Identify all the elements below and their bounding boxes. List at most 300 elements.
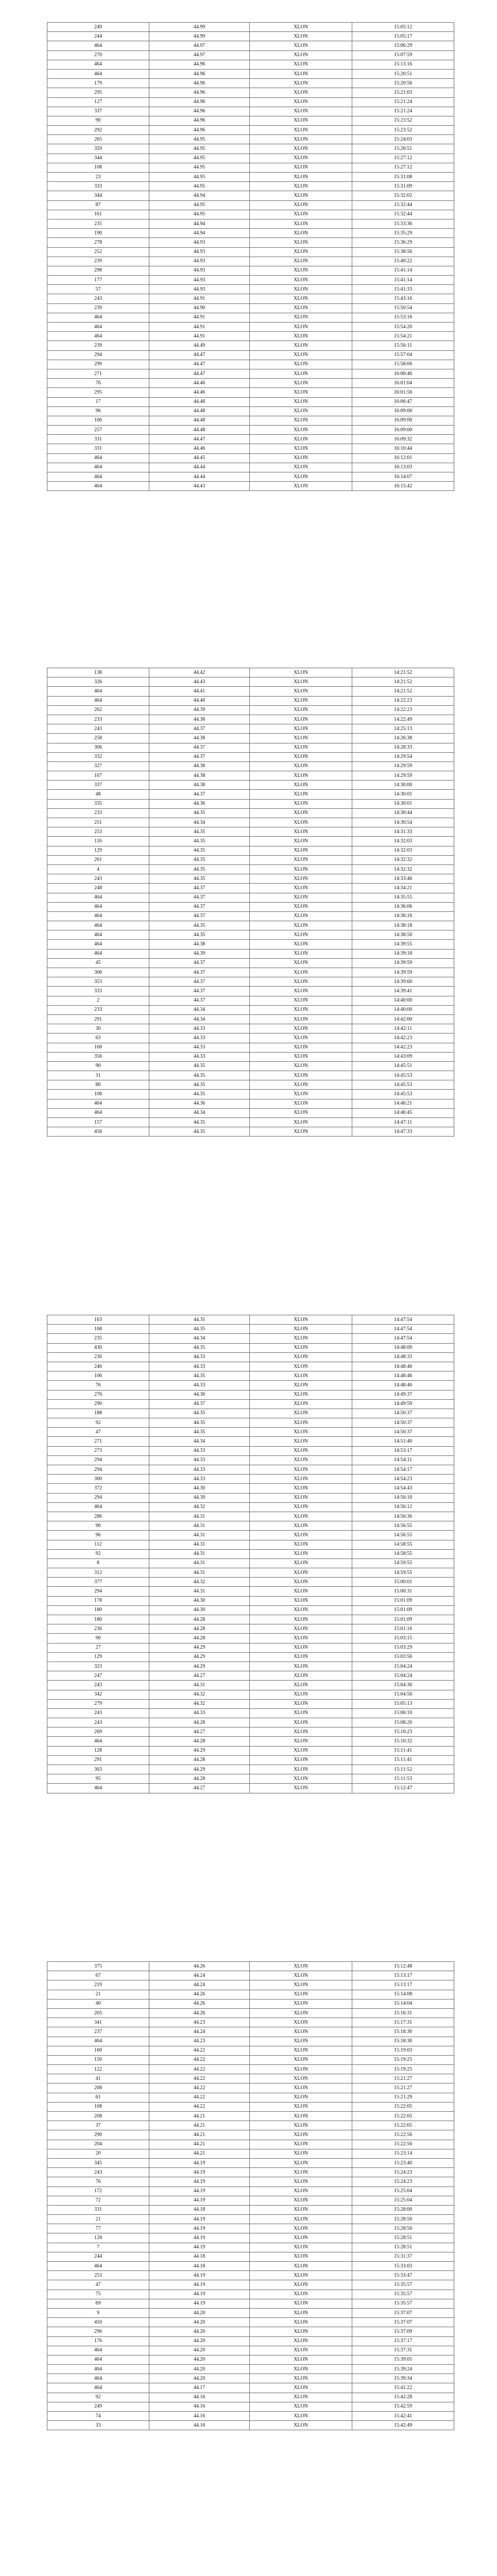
venue-cell: XLON — [250, 266, 352, 275]
table-row — [47, 977, 454, 987]
venue-cell: XLON — [250, 1024, 352, 1033]
table-row — [47, 1371, 454, 1381]
table-row — [47, 303, 454, 313]
time-cell: 14:45:53 — [352, 1080, 454, 1090]
price-cell: 44.37 — [149, 752, 250, 761]
table-row — [47, 1662, 454, 1671]
table-row — [47, 2393, 454, 2402]
venue-cell: XLON — [250, 107, 352, 116]
table-row — [47, 940, 454, 949]
table-row — [47, 2140, 454, 2149]
time-cell: 14:49:37 — [352, 1390, 454, 1399]
time-cell: 15:28:51 — [352, 2233, 454, 2243]
price-cell: 44.46 — [149, 379, 250, 388]
table-row — [47, 444, 454, 453]
table-row — [47, 1512, 454, 1521]
time-cell: 15:06:10 — [352, 1708, 454, 1718]
price-cell: 44.22 — [149, 2074, 250, 2083]
table-row — [47, 79, 454, 88]
venue-cell: XLON — [250, 1549, 352, 1558]
venue-cell: XLON — [250, 1108, 352, 1117]
price-cell: 44.20 — [149, 2365, 250, 2374]
table-row — [47, 435, 454, 444]
price-cell: 44.35 — [149, 846, 250, 855]
volume-cell: 72 — [47, 2196, 149, 2205]
table-row — [47, 1127, 454, 1137]
venue-cell: XLON — [250, 435, 352, 444]
time-cell: 16:09:32 — [352, 435, 454, 444]
price-cell: 44.38 — [149, 734, 250, 743]
time-cell: 16:15:42 — [352, 482, 454, 491]
venue-cell: XLON — [250, 1437, 352, 1446]
price-cell: 44.35 — [149, 1127, 250, 1137]
time-cell: 15:08:20 — [352, 1718, 454, 1727]
time-cell: 14:56:36 — [352, 1512, 454, 1521]
volume-cell: 279 — [47, 1699, 149, 1708]
venue-cell: XLON — [250, 257, 352, 266]
venue-cell: XLON — [250, 1596, 352, 1605]
volume-cell: 157 — [47, 1118, 149, 1127]
volume-cell: 291 — [47, 1755, 149, 1765]
venue-cell: XLON — [250, 1090, 352, 1099]
price-cell: 44.49 — [149, 341, 250, 350]
venue-cell: XLON — [250, 1127, 352, 1137]
time-cell: 15:13:17 — [352, 1971, 454, 1980]
trade-table — [47, 1315, 454, 1793]
venue-cell: XLON — [250, 360, 352, 369]
volume-cell: 69 — [47, 2299, 149, 2308]
time-cell: 14:26:38 — [352, 734, 454, 743]
volume-cell: 190 — [47, 229, 149, 238]
price-cell: 44.35 — [149, 1090, 250, 1099]
price-cell: 44.35 — [149, 930, 250, 940]
table-row — [47, 921, 454, 930]
venue-cell: XLON — [250, 1737, 352, 1746]
venue-cell: XLON — [250, 1315, 352, 1325]
price-cell: 44.20 — [149, 2374, 250, 2383]
table-row — [47, 2262, 454, 2271]
time-cell: 15:27:12 — [352, 154, 454, 163]
table-row — [47, 1334, 454, 1343]
price-cell: 44.97 — [149, 41, 250, 50]
volume-cell: 464 — [47, 893, 149, 902]
volume-cell: 464 — [47, 1108, 149, 1117]
volume-cell: 464 — [47, 2346, 149, 2355]
table-row — [47, 865, 454, 874]
time-cell: 15:12:47 — [352, 1784, 454, 1793]
volume-cell: 176 — [47, 2336, 149, 2346]
table-row — [47, 2355, 454, 2364]
volume-cell: 253 — [47, 827, 149, 837]
price-cell: 44.93 — [149, 247, 250, 257]
venue-cell: XLON — [250, 397, 352, 406]
venue-cell: XLON — [250, 1578, 352, 1587]
table-row — [47, 2365, 454, 2374]
time-cell: 14:36:06 — [352, 902, 454, 911]
venue-cell: XLON — [250, 808, 352, 818]
venue-cell: XLON — [250, 1765, 352, 1774]
venue-cell: XLON — [250, 958, 352, 968]
price-cell: 44.23 — [149, 2037, 250, 2046]
time-cell: 15:03:29 — [352, 1643, 454, 1652]
venue-cell: XLON — [250, 1727, 352, 1737]
table-row — [47, 257, 454, 266]
venue-cell: XLON — [250, 715, 352, 724]
time-cell: 14:42:00 — [352, 1014, 454, 1024]
venue-cell: XLON — [250, 2412, 352, 2421]
table-row — [47, 2308, 454, 2317]
table-row — [47, 2215, 454, 2224]
table-row — [47, 846, 454, 855]
venue-cell: XLON — [250, 734, 352, 743]
volume-cell: 294 — [47, 350, 149, 360]
volume-cell: 90 — [47, 116, 149, 125]
venue-cell: XLON — [250, 1671, 352, 1681]
venue-cell: XLON — [250, 1099, 352, 1108]
time-cell: 14:32:32 — [352, 855, 454, 865]
venue-cell: XLON — [250, 2355, 352, 2364]
volume-cell: 235 — [47, 1334, 149, 1343]
volume-cell: 243 — [47, 874, 149, 884]
table-row — [47, 463, 454, 472]
table-row — [47, 50, 454, 60]
venue-cell: XLON — [250, 2205, 352, 2214]
venue-cell: XLON — [250, 23, 352, 32]
price-cell: 44.37 — [149, 958, 250, 968]
time-cell: 15:22:05 — [352, 2112, 454, 2121]
volume-cell: 464 — [47, 949, 149, 958]
time-cell: 15:33:36 — [352, 219, 454, 228]
time-cell: 14:25:13 — [352, 724, 454, 734]
table-row — [47, 2271, 454, 2280]
table-row — [47, 2205, 454, 2214]
time-cell: 15:00:01 — [352, 1578, 454, 1587]
price-cell: 44.30 — [149, 1605, 250, 1615]
table-row — [47, 397, 454, 406]
table-row — [47, 1080, 454, 1090]
volume-cell: 247 — [47, 1671, 149, 1681]
price-cell: 44.91 — [149, 323, 250, 332]
time-cell: 14:47:54 — [352, 1325, 454, 1334]
table-row — [47, 247, 454, 257]
venue-cell: XLON — [250, 2008, 352, 2018]
time-cell: 14:34:21 — [352, 884, 454, 893]
time-cell: 15:06:29 — [352, 41, 454, 50]
volume-cell: 456 — [47, 1127, 149, 1137]
volume-cell: 377 — [47, 1578, 149, 1587]
time-cell: 14:21:52 — [352, 677, 454, 687]
time-cell: 14:39:55 — [352, 940, 454, 949]
price-cell: 44.99 — [149, 23, 250, 32]
table-row — [47, 2158, 454, 2167]
table-row — [47, 1587, 454, 1596]
price-cell: 44.96 — [149, 79, 250, 88]
time-cell: 14:48:46 — [352, 1362, 454, 1371]
time-cell: 14:40:00 — [352, 996, 454, 1005]
time-cell: 15:53:16 — [352, 313, 454, 322]
venue-cell: XLON — [250, 2065, 352, 2074]
volume-cell: 27 — [47, 1643, 149, 1652]
venue-cell: XLON — [250, 884, 352, 893]
price-cell: 44.33 — [149, 1465, 250, 1475]
venue-cell: XLON — [250, 1681, 352, 1690]
time-cell: 15:17:31 — [352, 2018, 454, 2027]
table-row — [47, 884, 454, 893]
time-cell: 14:59:55 — [352, 1558, 454, 1568]
volume-cell: 23 — [47, 173, 149, 182]
venue-cell: XLON — [250, 771, 352, 781]
time-cell: 15:11:52 — [352, 1765, 454, 1774]
time-cell: 14:42:23 — [352, 1043, 454, 1052]
volume-cell: 464 — [47, 463, 149, 472]
price-cell: 44.30 — [149, 1493, 250, 1502]
venue-cell: XLON — [250, 1999, 352, 2008]
table-row — [47, 1381, 454, 1390]
price-cell: 44.41 — [149, 687, 250, 696]
price-cell: 44.37 — [149, 987, 250, 996]
time-cell: 15:22:05 — [352, 2102, 454, 2111]
price-cell: 44.91 — [149, 313, 250, 322]
volume-cell: 249 — [47, 2402, 149, 2411]
volume-cell: 464 — [47, 2355, 149, 2364]
time-cell: 15:41:14 — [352, 266, 454, 275]
volume-cell: 108 — [47, 1090, 149, 1099]
volume-cell: 276 — [47, 50, 149, 60]
table-row — [47, 2421, 454, 2430]
price-cell: 44.20 — [149, 2318, 250, 2327]
volume-cell: 464 — [47, 2262, 149, 2271]
venue-cell: XLON — [250, 1043, 352, 1052]
venue-cell: XLON — [250, 1962, 352, 1971]
time-cell: 15:43:16 — [352, 294, 454, 303]
time-cell: 14:50:37 — [352, 1409, 454, 1418]
price-cell: 44.19 — [149, 2158, 250, 2167]
volume-cell: 188 — [47, 1409, 149, 1418]
venue-cell: XLON — [250, 1652, 352, 1662]
venue-cell: XLON — [250, 1662, 352, 1671]
volume-cell: 92 — [47, 1418, 149, 1428]
venue-cell: XLON — [250, 294, 352, 303]
time-cell: 14:39:59 — [352, 968, 454, 977]
volume-cell: 168 — [47, 1325, 149, 1334]
time-cell: 14:22:23 — [352, 696, 454, 705]
venue-cell: XLON — [250, 332, 352, 341]
price-cell: 44.34 — [149, 1108, 250, 1117]
volume-cell: 246 — [47, 1362, 149, 1371]
volume-cell: 331 — [47, 2205, 149, 2214]
volume-cell: 239 — [47, 341, 149, 350]
price-cell: 44.19 — [149, 2243, 250, 2252]
venue-cell: XLON — [250, 2102, 352, 2111]
time-cell: 15:33:47 — [352, 2271, 454, 2280]
price-cell: 44.35 — [149, 1325, 250, 1334]
table-row — [47, 1549, 454, 1558]
table-row — [47, 687, 454, 696]
price-cell: 44.28 — [149, 1624, 250, 1634]
volume-cell: 45 — [47, 958, 149, 968]
volume-cell: 464 — [47, 1784, 149, 1793]
venue-cell: XLON — [250, 2262, 352, 2271]
price-cell: 44.35 — [149, 837, 250, 846]
table-row — [47, 1765, 454, 1774]
price-cell: 44.90 — [149, 303, 250, 313]
venue-cell: XLON — [250, 1558, 352, 1568]
time-cell: 14:54:11 — [352, 1455, 454, 1465]
price-cell: 44.37 — [149, 911, 250, 921]
venue-cell: XLON — [250, 2112, 352, 2121]
venue-cell: XLON — [250, 2018, 352, 2027]
venue-cell: XLON — [250, 2055, 352, 2064]
table-row — [47, 1615, 454, 1624]
table-row — [47, 285, 454, 294]
table-row — [47, 911, 454, 921]
price-cell: 44.35 — [149, 855, 250, 865]
volume-cell: 129 — [47, 846, 149, 855]
time-cell: 14:47:54 — [352, 1315, 454, 1325]
table-row — [47, 2112, 454, 2121]
trade-table-block-3 — [47, 1315, 454, 1793]
time-cell: 15:56:11 — [352, 341, 454, 350]
venue-cell: XLON — [250, 1455, 352, 1465]
time-cell: 14:48:46 — [352, 1381, 454, 1390]
table-row — [47, 23, 454, 32]
price-cell: 44.48 — [149, 426, 250, 435]
table-row — [47, 2037, 454, 2046]
venue-cell: XLON — [250, 406, 352, 416]
time-cell: 15:54:21 — [352, 332, 454, 341]
volume-cell: 161 — [47, 210, 149, 219]
volume-cell: 331 — [47, 444, 149, 453]
time-cell: 15:14:04 — [352, 1999, 454, 2008]
time-cell: 15:01:09 — [352, 1615, 454, 1624]
venue-cell: XLON — [250, 893, 352, 902]
price-cell: 44.96 — [149, 107, 250, 116]
venue-cell: XLON — [250, 32, 352, 41]
price-cell: 44.21 — [149, 2140, 250, 2149]
table-row — [47, 2402, 454, 2411]
price-cell: 44.93 — [149, 257, 250, 266]
venue-cell: XLON — [250, 1718, 352, 1727]
price-cell: 44.36 — [149, 1390, 250, 1399]
time-cell: 14:33:46 — [352, 874, 454, 884]
volume-cell: 237 — [47, 2027, 149, 2037]
table-row — [47, 1643, 454, 1652]
table-row — [47, 949, 454, 958]
volume-cell: 464 — [47, 69, 149, 78]
price-cell: 44.29 — [149, 1765, 250, 1774]
volume-cell: 341 — [47, 2018, 149, 2027]
time-cell: 14:48:33 — [352, 1352, 454, 1362]
price-cell: 44.20 — [149, 2346, 250, 2355]
venue-cell: XLON — [250, 1746, 352, 1755]
price-cell: 44.34 — [149, 1005, 250, 1014]
volume-cell: 7 — [47, 2243, 149, 2252]
volume-cell: 239 — [47, 303, 149, 313]
volume-cell: 4 — [47, 865, 149, 874]
time-cell: 14:32:03 — [352, 837, 454, 846]
venue-cell: XLON — [250, 1587, 352, 1596]
time-cell: 15:23:52 — [352, 126, 454, 135]
price-cell: 44.16 — [149, 2421, 250, 2430]
price-cell: 44.20 — [149, 2308, 250, 2317]
venue-cell: XLON — [250, 350, 352, 360]
venue-cell: XLON — [250, 949, 352, 958]
venue-cell: XLON — [250, 2336, 352, 2346]
volume-cell: 180 — [47, 1605, 149, 1615]
table-row — [47, 2074, 454, 2083]
price-cell: 44.16 — [149, 2393, 250, 2402]
venue-cell: XLON — [250, 472, 352, 482]
venue-cell: XLON — [250, 902, 352, 911]
volume-cell: 108 — [47, 163, 149, 172]
price-cell: 44.95 — [149, 154, 250, 163]
price-cell: 44.19 — [149, 2233, 250, 2243]
venue-cell: XLON — [250, 1475, 352, 1484]
price-cell: 44.35 — [149, 808, 250, 818]
table-row — [47, 2065, 454, 2074]
trade-table-block-2 — [47, 668, 454, 1137]
volume-cell: 344 — [47, 191, 149, 200]
table-row — [47, 2290, 454, 2299]
time-cell: 15:19:03 — [352, 2046, 454, 2055]
table-row — [47, 1033, 454, 1043]
table-row — [47, 116, 454, 125]
price-cell: 44.33 — [149, 1446, 250, 1455]
volume-cell: 298 — [47, 266, 149, 275]
table-row — [47, 1962, 454, 1971]
table-row — [47, 360, 454, 369]
table-row — [47, 2168, 454, 2177]
price-cell: 44.19 — [149, 2177, 250, 2187]
price-cell: 44.34 — [149, 1334, 250, 1343]
volume-cell: 258 — [47, 734, 149, 743]
price-cell: 44.35 — [149, 1343, 250, 1352]
venue-cell: XLON — [250, 1325, 352, 1334]
table-row — [47, 1708, 454, 1718]
venue-cell: XLON — [250, 677, 352, 687]
venue-cell: XLON — [250, 668, 352, 677]
time-cell: 15:10:23 — [352, 1727, 454, 1737]
table-row — [47, 1634, 454, 1643]
price-cell: 44.96 — [149, 60, 250, 69]
time-cell: 14:35:55 — [352, 893, 454, 902]
table-row — [47, 1502, 454, 1512]
venue-cell: XLON — [250, 2308, 352, 2317]
table-row — [47, 2083, 454, 2093]
time-cell: 14:38:18 — [352, 921, 454, 930]
venue-cell: XLON — [250, 463, 352, 472]
volume-cell: 112 — [47, 1540, 149, 1549]
volume-cell: 76 — [47, 1381, 149, 1390]
time-cell: 14:39:41 — [352, 987, 454, 996]
table-row — [47, 1428, 454, 1437]
price-cell: 44.19 — [149, 2187, 250, 2196]
time-cell: 14:29:54 — [352, 752, 454, 761]
price-cell: 44.33 — [149, 1362, 250, 1371]
time-cell: 15:26:51 — [352, 144, 454, 154]
time-cell: 14:30:01 — [352, 790, 454, 799]
venue-cell: XLON — [250, 2196, 352, 2205]
venue-cell: XLON — [250, 1605, 352, 1615]
table-row — [47, 2196, 454, 2205]
venue-cell: XLON — [250, 2233, 352, 2243]
price-cell: 44.36 — [149, 1099, 250, 1108]
venue-cell: XLON — [250, 2215, 352, 2224]
volume-cell: 90 — [47, 1634, 149, 1643]
table-row — [47, 1325, 454, 1334]
venue-cell: XLON — [250, 2327, 352, 2336]
price-cell: 44.31 — [149, 1558, 250, 1568]
